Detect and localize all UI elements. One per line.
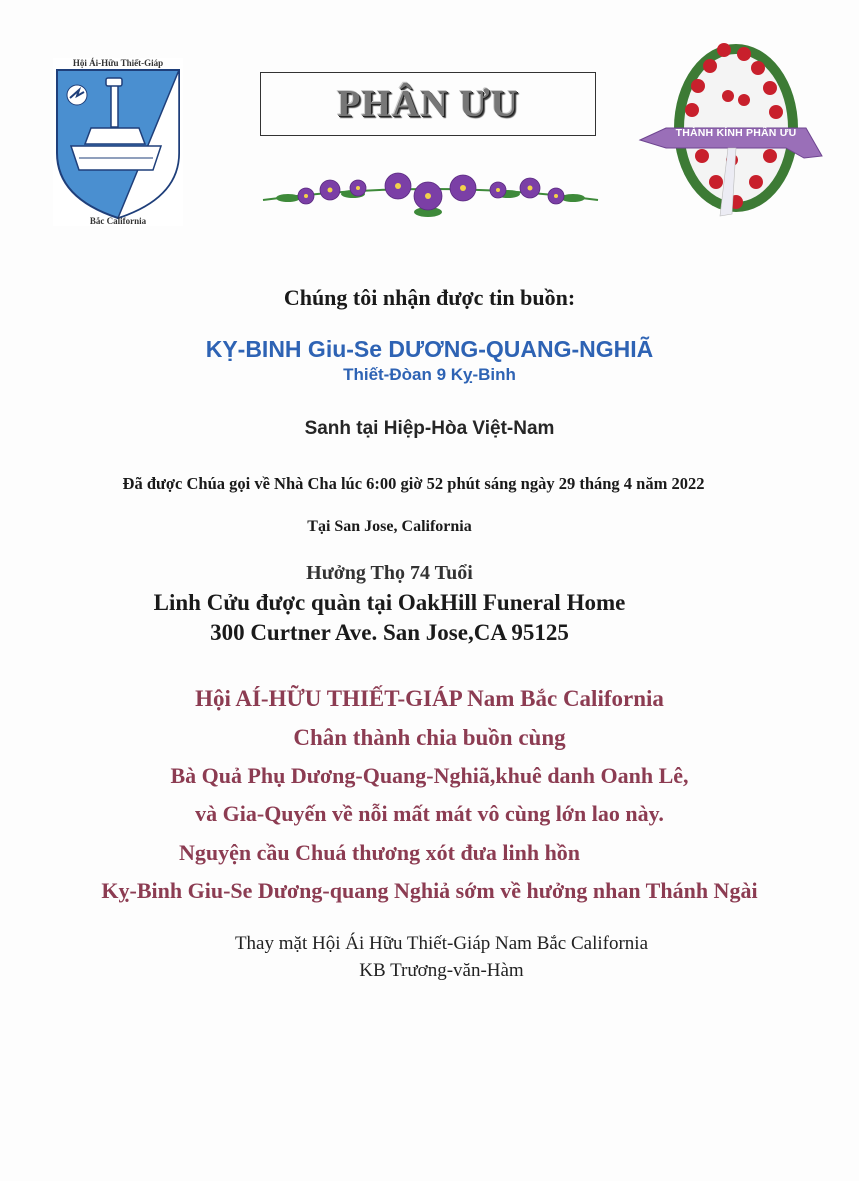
funeral-home-line: Linh Cửu được quàn tại OakHill Funeral Home xyxy=(153,590,626,615)
passing-line: Đã được Chúa gọi về Nhà Cha lúc 6:00 giờ 52 phút sáng ngày 29 tháng 4 năm 2022 xyxy=(122,474,705,493)
condolence-line: Chân thành chia buồn cùng xyxy=(293,725,566,750)
association-logo xyxy=(53,58,183,226)
condolence-line: Kỵ-Binh Giu-Se Dương-quang Nghiả sớm về hưởng nhan Thánh Ngài xyxy=(101,878,758,903)
condolence-line: Bà Quả Phụ Dương-Quang-Nghiã,khuê danh Oanh Lê, xyxy=(170,763,689,788)
signer-name: KB Trương-văn-Hàm xyxy=(359,960,524,981)
page-title: PHÂN ƯU xyxy=(337,83,519,125)
flower-garland-icon xyxy=(258,168,603,230)
age-line: Hưởng Thọ 74 Tuổi xyxy=(306,562,473,584)
on-behalf-line: Thay mặt Hội Ái Hữu Thiết-Giáp Nam Bắc California xyxy=(234,933,649,954)
funeral-wreath xyxy=(636,36,826,226)
logo-bottom-text: Bắc California xyxy=(89,216,147,226)
deceased-name: KỴ-BINH Giu-Se DƯƠNG-QUANG-NGHIÃ xyxy=(205,336,654,362)
wreath-ribbon-text: THÀNH KÍNH PHÂN ƯU xyxy=(675,127,797,139)
flower-garland-decoration xyxy=(258,168,603,230)
title-box xyxy=(260,72,596,136)
condolence-line: và Gia-Quyến về nỗi mất mát vô cùng lớn lao này. xyxy=(195,801,664,826)
logo-top-text: Hội Ái-Hữu Thiết-Giáp xyxy=(72,58,164,68)
condolence-line: Nguyện cầu Chuá thương xót đưa linh hồn xyxy=(178,840,581,865)
condolence-line: Hội AÍ-HỮU THIẾT-GIÁP Nam Bắc California xyxy=(195,686,664,711)
tank-shield-icon xyxy=(53,58,183,226)
intro-line: Chúng tôi nhận được tin buồn: xyxy=(283,285,576,310)
birthplace-line: Sanh tại Hiệp-Hòa Việt-Nam xyxy=(304,418,555,439)
military-unit: Thiết-Đòan 9 Kỵ-Binh xyxy=(343,365,516,384)
address-line: 300 Curtner Ave. San Jose,CA 95125 xyxy=(210,620,569,645)
location-line: Tại San Jose, California xyxy=(307,518,472,535)
